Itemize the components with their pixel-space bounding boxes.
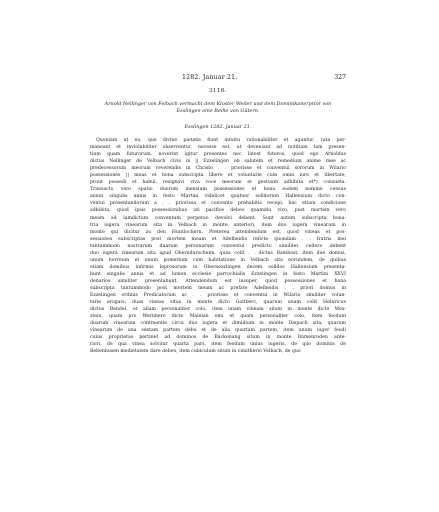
text-line: duo iugera vinearum sita apud Oberndurscheim, quas colit . . dictus Bambast, item due domus, xyxy=(90,250,346,256)
text-line: Transacto vero spatio duorum mensium possessiones et bona eadem nomine census xyxy=(90,187,346,193)
text-line: tarie erogavi: duas vineas sitas in monte dicto Goltberc, quarum unam colit Helnricus xyxy=(90,300,346,306)
text-line: maneant et inviolabiliter observentur, necesse est, ut deveniant ad notitiam tam presen- xyxy=(90,145,346,151)
text-line: annui singulis annis in festo Martini videlicet quatuor solidorum Hallensium dicto con- xyxy=(90,194,346,200)
text-line: Quoniam ut ea, que divine pietatis fiunt intuitu rationabiliter et aguntur, rata per- xyxy=(96,138,346,143)
text-line: monte qui dicitur zu den Huntlochern. Preterea attendendum est, quod vineas et pos- xyxy=(90,229,346,235)
text-line: subscripta tantummodo post mortem meam ac prefate Adelheidis . . priori domus in xyxy=(90,285,346,291)
text-line: dictus Nellinger de Velbach civis in || Ezzelingen ob salutem et remedium anime mee ac xyxy=(90,159,346,165)
document-number: 3116. xyxy=(208,88,228,94)
text-line: adhibita, quod ipsis possessionibus uti pacifice debeo quamdiu vivo, post mortem vero xyxy=(90,208,346,214)
text-line: ventui presentandorum a . . priorissa et conventu prehabitis recepi, hac etiam condicione xyxy=(90,201,346,207)
text-line: unum horreum et unum pomerium cum habitatione in Velbach sita eorundem, de quibus xyxy=(90,257,346,263)
text-line: Ezzelingen ordinis Predicatorum ac . . priorisse et conventui in Wilario similiter volun- xyxy=(90,293,346,299)
text-line: dictus Bendel, et allam personaliter colo, item unam vineam sitam in monte dicto Wex- xyxy=(90,307,346,313)
dateline: Esslingen 1282. Januar 21. xyxy=(184,124,252,130)
text-line: tium quam futurorum, noverint igitur presentes nec latest futuros, quod ego Arnoldus xyxy=(90,152,346,158)
text-line: sessiones subscriptas post mortem meam et Adelheidis relicte quondam . . fratris mei xyxy=(90,236,346,242)
text-line: duarum vinearum continentie circa duo iugera et dimidium in monte Diepach sita, quarum xyxy=(90,321,346,327)
running-head xyxy=(90,74,346,84)
text-line: vinearum de una sextam partem debo et de alia quartam partem, item unum iuger feodi xyxy=(90,328,346,334)
regest xyxy=(90,101,346,115)
charter-text xyxy=(90,137,346,355)
text-line: meam ad iamdictum conventum perpetuo devolvi debent. Sunt autem subscripta bona: xyxy=(90,215,346,221)
text-line: tria iugera vinearum sita in Velbach in monte anteriori, item duo iugera vinearum in xyxy=(90,222,346,228)
regest-line: Arnold Nellinger von Felbach vermacht dem Kloster Weiler und dem Dominikanerprior von xyxy=(104,101,332,107)
text-line: possessiones || meas et bona subscripta libere et voluntarie cum omni iure et libertate, xyxy=(90,173,346,179)
text-line: bunt singulis annis et ad lumen ecclesie parrochialis Ezzelingen in festo Martini XXVI xyxy=(90,271,346,277)
text-line: riori, de qua vinea solvitur quarta pars, item feodum unius iugeris, de quo dominis de xyxy=(90,342,346,348)
text-line: prout possedi et habui, resignavi viva voce meorum et gestuum adhibita et*) consueta. xyxy=(90,180,346,186)
text-line: predecessorum meorum reverendis in Christo . . priorisse et conventui sororum in Wilario xyxy=(90,166,346,172)
text-line: tantummodo nostrarum duarum personarum conventui predicto similiter cedere debent xyxy=(90,243,346,249)
page-number: 327 xyxy=(334,74,346,81)
regest-line: Esslingen eine Reihe von Gütern. xyxy=(176,108,260,115)
text-line: stein, quam pro Wernhero dicto Maielan emi et quam personaliter colo, item feodum xyxy=(90,314,346,320)
text-line: Bebenhusen medietatem dare debeo, item cubiculum situm in cimitherio Velbach, de quo xyxy=(90,349,301,355)
text-line: denarios similiter presentabunt. Attendendum est insuper, quod possessiones et bona xyxy=(90,278,346,284)
running-head-date: 1282. Januar 21. xyxy=(182,74,238,81)
text-line: etiam domibus infirmis leprosorum in Obernezzlingen decem solidos Hallensium presenta- xyxy=(90,264,346,270)
text-line: cuius proprietas pertinet ad dominos de Backenang situm in monte Immenroden ante- xyxy=(90,335,346,341)
